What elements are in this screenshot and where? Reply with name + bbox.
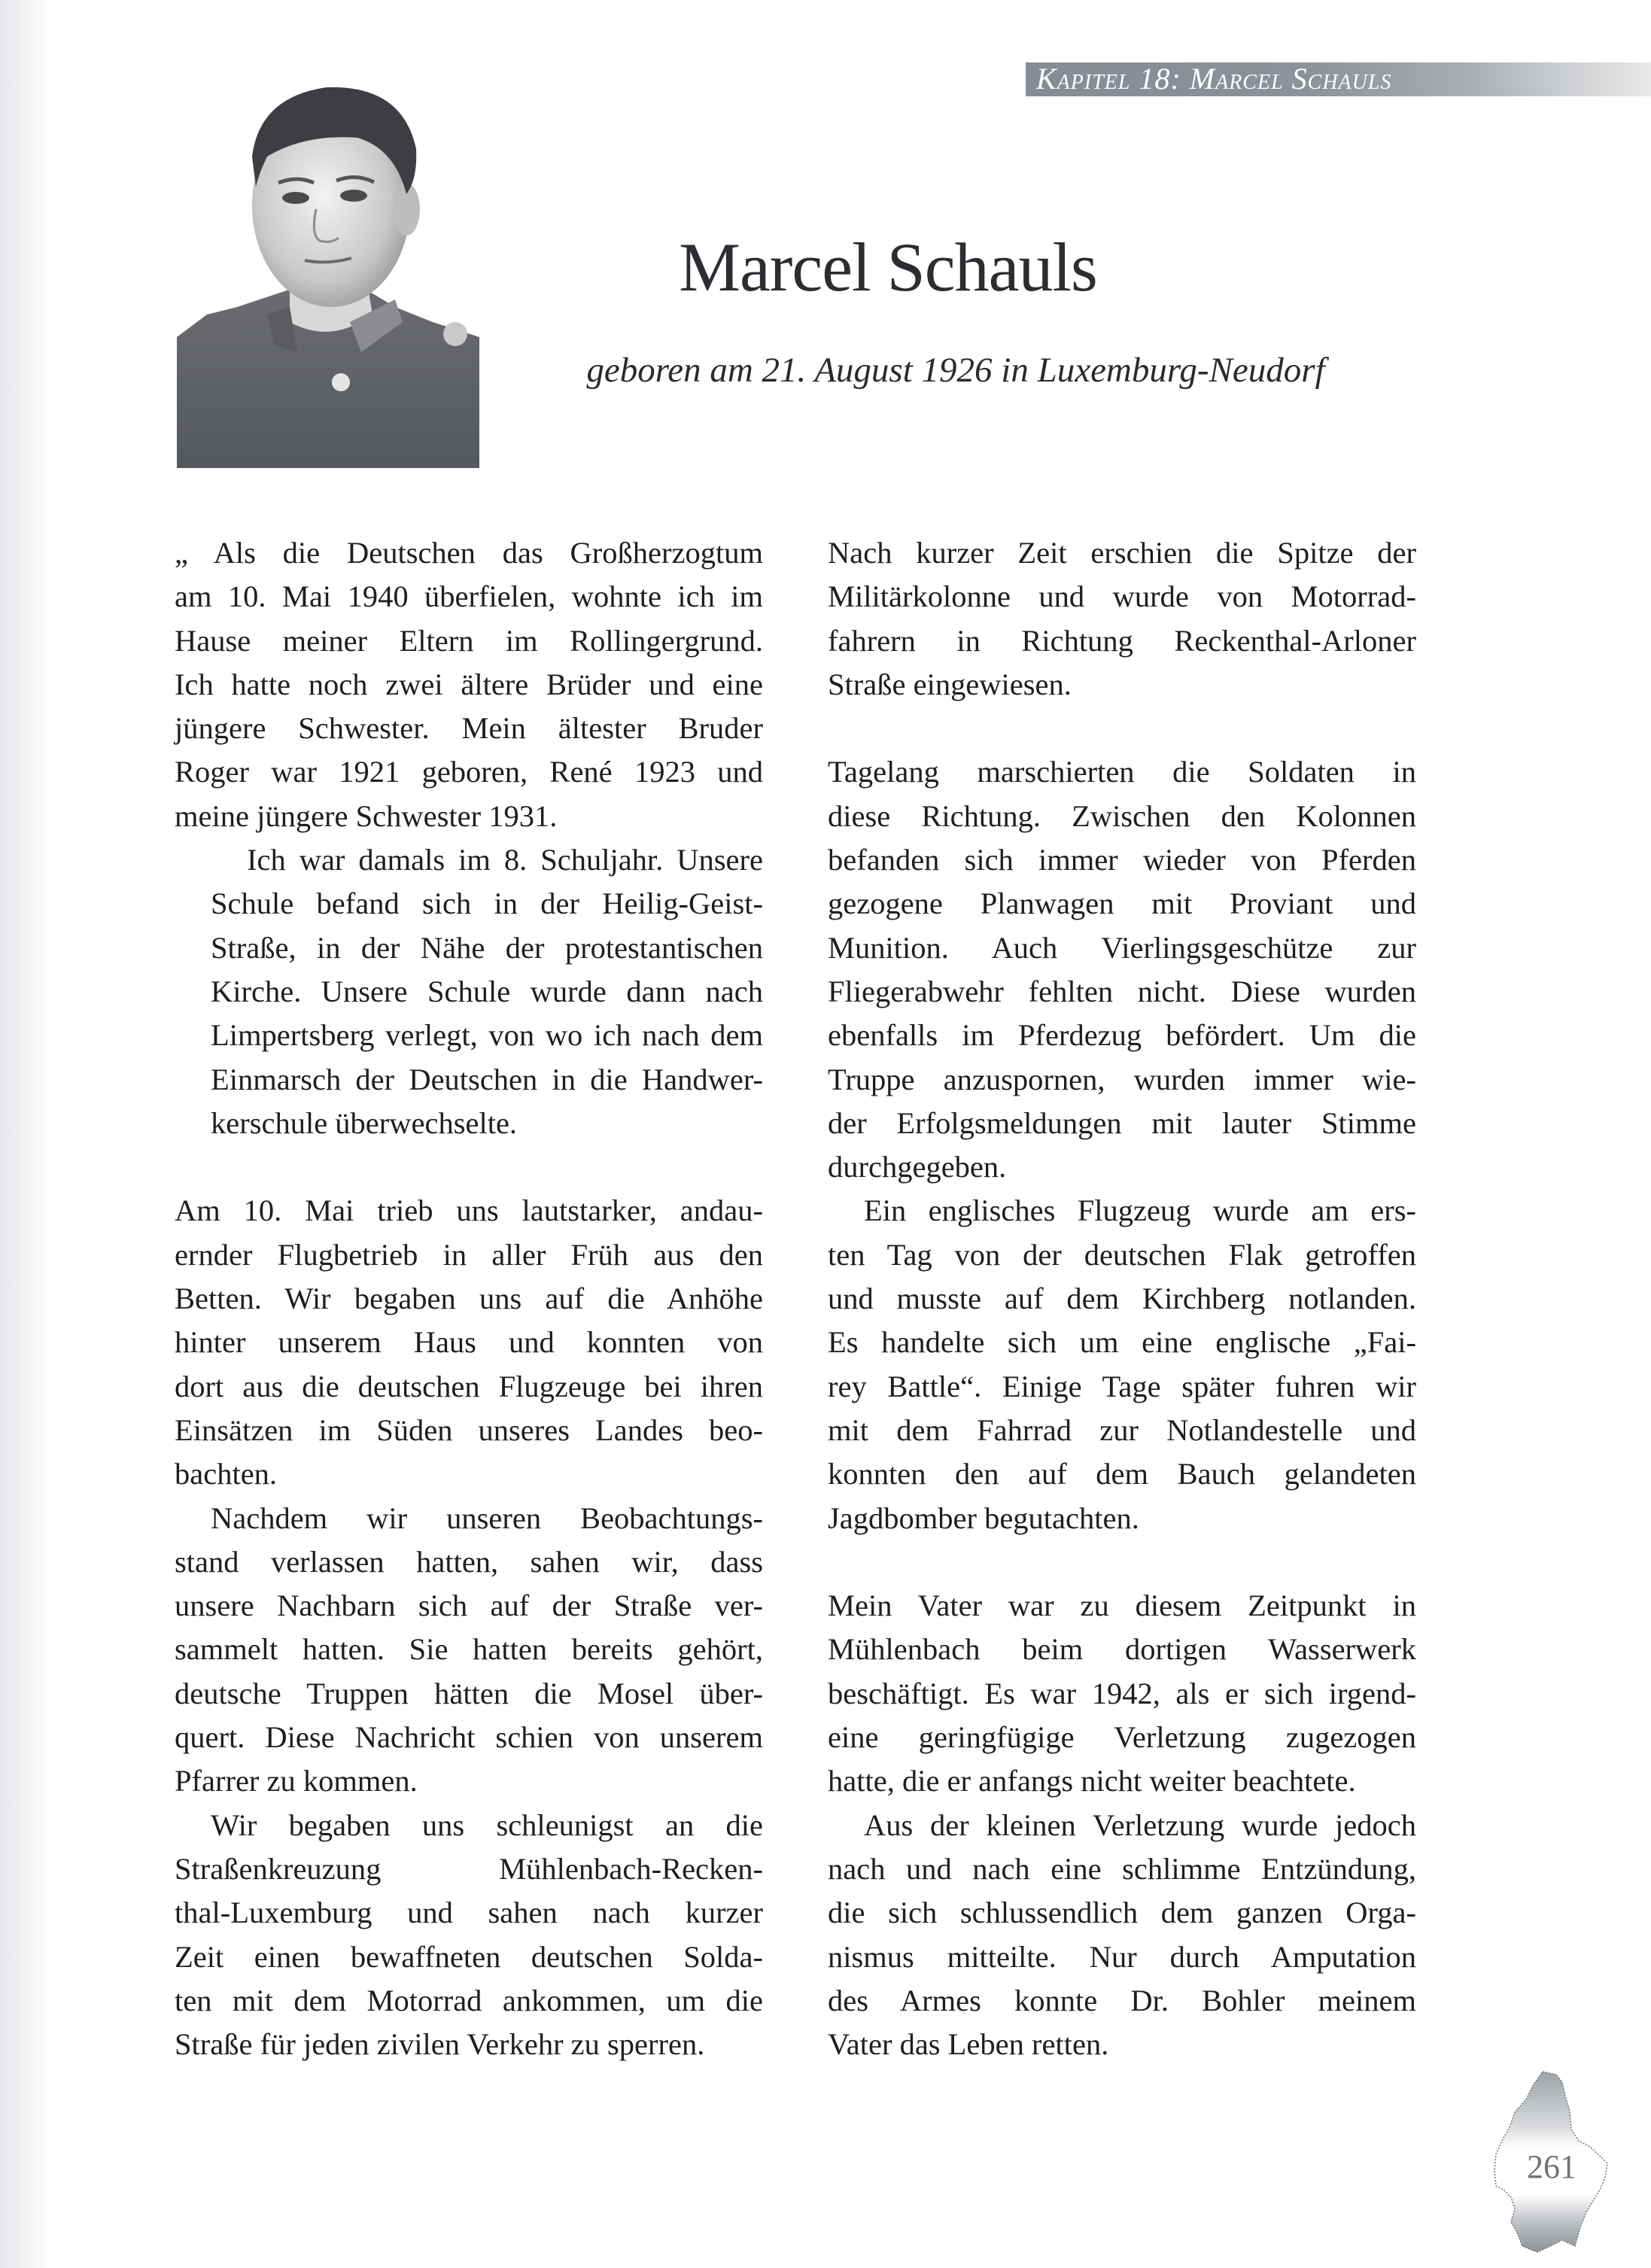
text-line: durchgegeben.	[828, 1150, 1007, 1184]
portrait-photo	[177, 66, 479, 468]
text-line: eine geringfügige Verletzung zugezogen	[828, 1720, 1416, 1755]
paragraph	[175, 1497, 763, 1804]
chapter-header-bar	[1026, 62, 1651, 96]
text-line: jüngere Schwester. Mein ältester Bruder	[175, 711, 763, 746]
paragraph	[175, 838, 763, 1145]
text-line: Vater das Leben retten.	[828, 2027, 1109, 2062]
text-line: Fliegerabwehr fehlten nicht. Diese wurden	[828, 974, 1416, 1008]
text-line: nismus mitteilte. Nur durch Amputation	[828, 1939, 1416, 1974]
text-line: deutsche Truppen hätten die Mosel über-	[175, 1676, 763, 1710]
text-line: die sich schlussendlich dem ganzen Orga-	[828, 1896, 1416, 1930]
text-line: konnten den auf dem Bauch gelandeten	[828, 1457, 1416, 1491]
text-line: nach und nach eine schlimme Entzündung,	[828, 1851, 1416, 1886]
text-line: Pfarrer zu kommen.	[175, 1764, 418, 1798]
text-line: mit dem Fahrrad zur Notlandestelle und	[828, 1412, 1416, 1447]
paragraph	[828, 750, 1416, 1189]
text-line: Limpertsberg verlegt, von wo ich nach dem	[211, 1018, 763, 1053]
text-line: beschäftigt. Es war 1942, als er sich irgend-	[828, 1676, 1416, 1710]
text-line: Ich hatte noch zwei ältere Brüder und eine	[175, 667, 763, 701]
text-column-left	[175, 531, 763, 2066]
paragraph	[828, 1584, 1416, 1803]
text-line: ebenfalls im Pferdezug befördert. Um die	[828, 1018, 1416, 1053]
text-line: meine jüngere Schwester 1931.	[175, 798, 558, 833]
text-line: Roger war 1921 geboren, René 1923 und	[175, 755, 763, 789]
text-line: Zeit einen bewaffneten deutschen Solda-	[175, 1939, 763, 1974]
text-line: Straßenkreuzung Mühlenbach-Recken-	[175, 1851, 763, 1886]
text-line: Einmarsch der Deutschen in die Handwer-	[211, 1062, 763, 1096]
birth-subtitle: geboren am 21. August 1926 in Luxemburg-Neudorf	[586, 351, 1325, 390]
text-line: Nach kurzer Zeit erschien die Spitze der	[828, 536, 1416, 570]
text-line: Jagdbomber begutachten.	[828, 1500, 1139, 1535]
paragraph	[828, 1189, 1416, 1540]
text-line: Einsätzen im Süden unseres Landes beo-	[175, 1412, 763, 1447]
text-line: hinter unserem Haus und konnten von	[175, 1325, 763, 1360]
text-line: ten Tag von der deutschen Flak getroffen	[828, 1237, 1416, 1272]
text-line: diese Richtung. Zwischen den Kolonnen	[828, 798, 1416, 833]
text-line: unsere Nachbarn sich auf der Straße ver-	[175, 1589, 763, 1623]
text-line: Aus der kleinen Verletzung wurde jedoch	[864, 1807, 1416, 1842]
text-line: Schule befand sich in der Heilig-Geist-	[211, 886, 763, 921]
text-line: Straße, in der Nähe der protestantischen	[211, 930, 763, 965]
text-line: Truppe anzuspornen, wurden immer wie-	[828, 1062, 1416, 1096]
text-line: „ Als die Deutschen das Großherzogtum	[175, 536, 763, 570]
text-line: quert. Diese Nachricht schien von unserem	[175, 1720, 763, 1755]
text-line: fahrern in Richtung Reckenthal-Arloner	[828, 623, 1416, 658]
text-line: kerschule überwechselte.	[211, 1105, 518, 1140]
text-line: ten mit dem Motorrad ankommen, um die	[175, 1983, 763, 2017]
text-column-right	[828, 531, 1416, 2066]
text-line: Mühlenbach beim dortigen Wasserwerk	[828, 1632, 1416, 1667]
text-line: Mein Vater war zu diesem Zeitpunkt in	[828, 1589, 1416, 1623]
paragraph	[828, 531, 1416, 707]
text-line: Straße eingewiesen.	[828, 667, 1072, 701]
text-line: Ich war damals im 8. Schuljahr. Unsere	[247, 843, 763, 877]
text-line: Hause meiner Eltern im Rollingergrund.	[175, 623, 763, 658]
text-line: Militärkolonne und wurde von Motorrad-	[828, 579, 1416, 614]
text-line: befanden sich immer wieder von Pferden	[828, 843, 1416, 877]
text-line: Nachdem wir unseren Beobachtungs-	[211, 1500, 763, 1535]
page-gutter-shadow	[0, 0, 53, 2268]
text-line: ernder Flugbetrieb in aller Früh aus den	[175, 1237, 763, 1272]
text-line: Betten. Wir begaben uns auf die Anhöhe	[175, 1281, 763, 1316]
text-line: Am 10. Mai trieb uns lautstarker, andau-	[175, 1193, 763, 1228]
text-line: Straße für jeden zivilen Verkehr zu sperren.	[175, 2027, 705, 2062]
text-line: stand verlassen hatten, sahen wir, dass	[175, 1544, 763, 1579]
text-line: gezogene Planwagen mit Proviant und	[828, 886, 1416, 921]
text-line: am 10. Mai 1940 überfielen, wohnte ich im	[175, 579, 763, 614]
text-line: Ein englisches Flugzeug wurde am ers-	[864, 1193, 1416, 1228]
text-line: Wir begaben uns schleunigst an die	[211, 1807, 763, 1842]
text-line: bachten.	[175, 1457, 278, 1491]
text-line: Kirche. Unsere Schule wurde dann nach	[211, 974, 763, 1008]
text-line: hatte, die er anfangs nicht weiter beachtete.	[828, 1764, 1356, 1798]
text-line: des Armes konnte Dr. Bohler meinem	[828, 1983, 1416, 2017]
text-line: und musste auf dem Kirchberg notlanden.	[828, 1281, 1416, 1316]
text-line: rey Battle“. Einige Tage später fuhren wir	[828, 1369, 1416, 1403]
text-line: sammelt hatten. Sie hatten bereits gehört,	[175, 1632, 763, 1667]
page-title: Marcel Schauls	[679, 229, 1097, 306]
paragraph	[175, 1804, 763, 2067]
paragraph	[175, 531, 763, 838]
text-line: Munition. Auch Vierlingsgeschütze zur	[828, 930, 1416, 965]
chapter-label: Kapitel 18: Marcel Schauls	[1036, 62, 1392, 96]
text-line: Tagelang marschierten die Soldaten in	[828, 755, 1416, 789]
text-line: Es handelte sich um eine englische „Fai-	[828, 1325, 1416, 1360]
text-line: thal-Luxemburg und sahen nach kurzer	[175, 1896, 763, 1930]
text-line: der Erfolgsmeldungen mit lauter Stimme	[828, 1105, 1416, 1140]
paragraph	[175, 1189, 763, 1496]
text-line: dort aus die deutschen Flugzeuge bei ihren	[175, 1369, 763, 1403]
page-number: 261	[1527, 2148, 1577, 2185]
paragraph	[828, 1804, 1416, 2067]
